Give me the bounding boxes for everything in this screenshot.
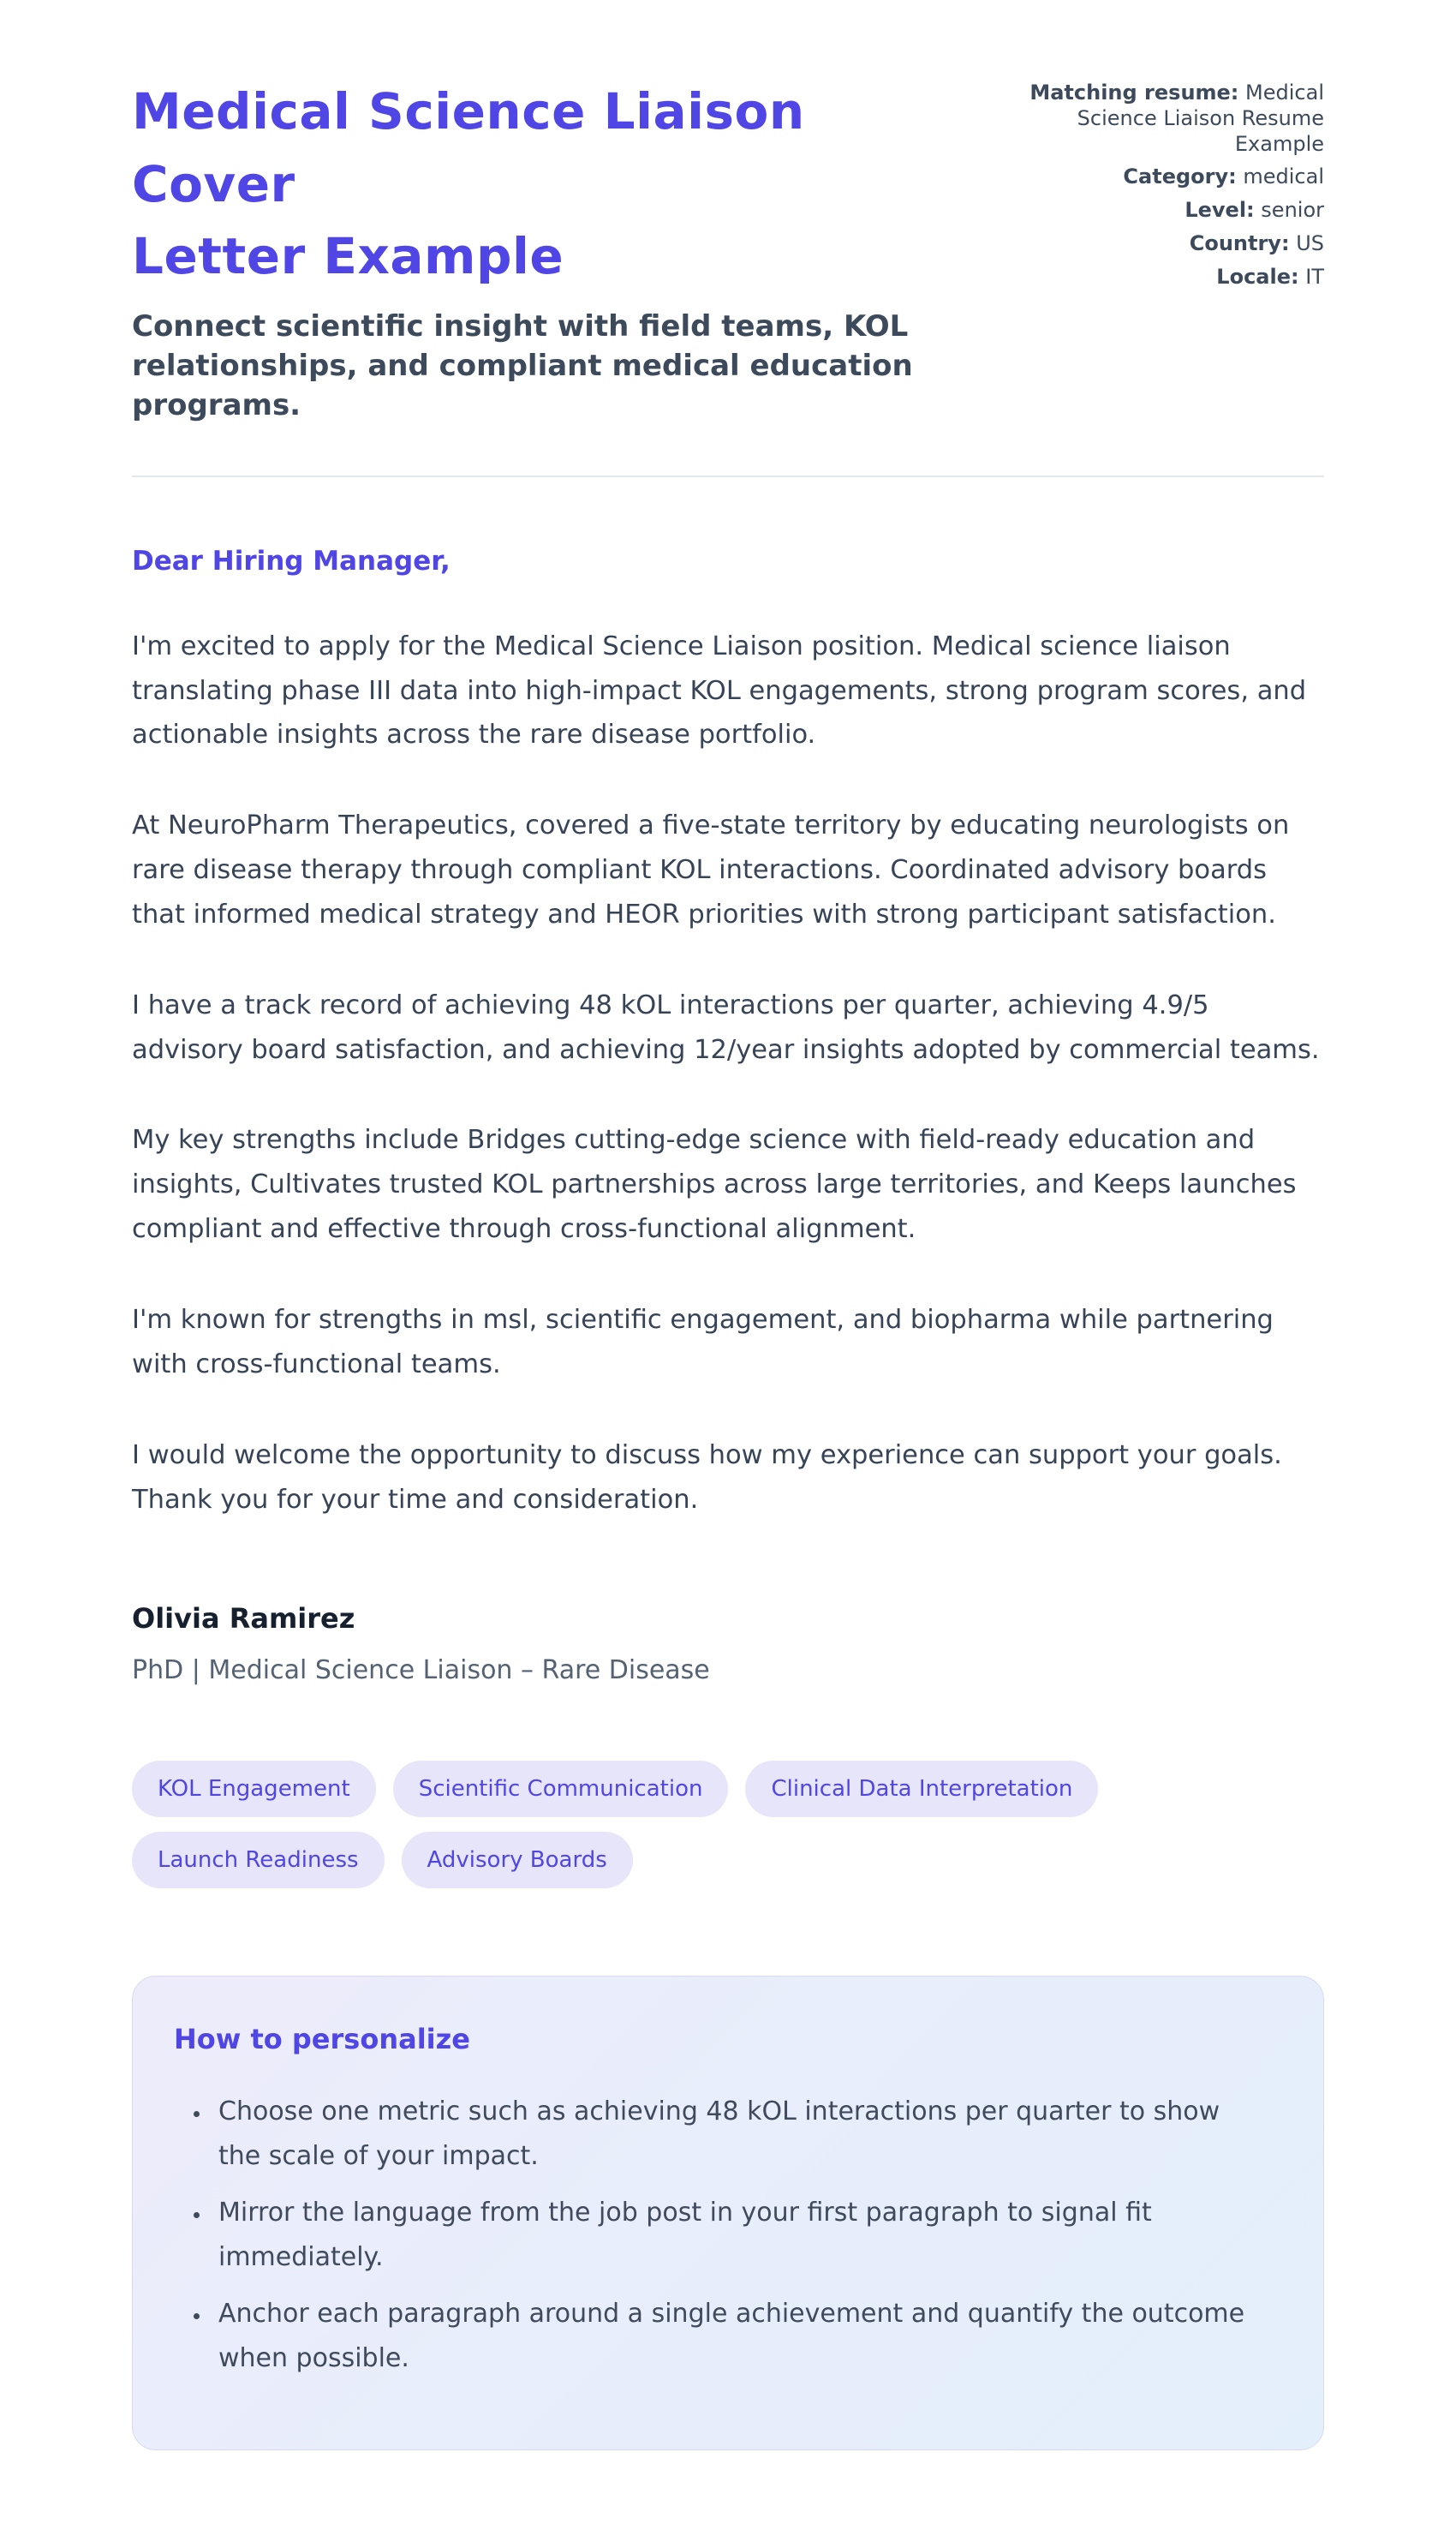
meta-country [1023,231,1324,257]
page-title-line: Medical Science Liaison Cover [132,82,805,213]
letter-paragraph: I'm excited to apply for the Medical Science Liaison position. Medical science liaison translating phase III data into high-impact KOL engagements, strong program scores, and actionable insights across the rare disease portfolio. [132,631,1307,751]
personalize-box [132,1976,1324,2449]
tag-pill-scientific-communication[interactable]: Scientific Communication [393,1761,729,1817]
page-header [132,75,1324,426]
letter-paragraph: My key strengths include Bridges cutting-edge science with field-ready education and insights, Cultivates trusted KOL partnerships across large territories, and Keeps launches compliant and effective through cross-functional alignment. [132,1125,1297,1245]
personalize-title: How to personalize [174,2023,470,2056]
closing-line: Thank you for your time and consideration. [132,1484,699,1515]
meta-label: Matching resume: [1029,81,1239,105]
meta-label: Locale: [1216,264,1299,289]
meta-value: Medical Science Liaison Resume Example [1077,81,1324,156]
letter-body [132,546,1324,1686]
meta-label: Category: [1123,164,1237,189]
page-title [132,75,971,293]
meta-label: Level: [1184,198,1255,222]
page-subtitle: Connect scientific insight with field teams, KOL relationships, and compliant medical education programs. [132,309,913,423]
meta-value: IT [1305,264,1324,289]
letter-paragraph: I'm known for strengths in msl, scientific engagement, and biopharma while partnering with cross-functional teams. [132,1305,1274,1379]
meta-locale [1023,265,1324,290]
signature-title: PhD | Medical Science Liaison – Rare Disease [132,1655,710,1686]
letter-greeting: Dear Hiring Manager, [132,545,451,577]
tag-pill-clinical-data-interpretation[interactable]: Clinical Data Interpretation [745,1761,1098,1817]
page-title-line: Letter Example [132,227,564,286]
closing-line: I would welcome the opportunity to discuss how my experience can support your goals. [132,1439,1282,1470]
signature-name: Olivia Ramirez [132,1602,355,1636]
meta-level [1023,198,1324,224]
personalize-bullet: • Mirror the language from the job post in your first paragraph to signal fit immediately. [212,2191,1246,2280]
meta-value: senior [1261,198,1324,222]
skill-tags [132,1761,1202,1888]
personalize-bullet: • Choose one metric such as achieving 48 kOL interactions per quarter to show the scale of your impact. [212,2090,1246,2179]
personalize-bullet: • Anchor each paragraph around a single achievement and quantify the outcome when possible. [212,2292,1246,2381]
tag-pill-advisory-boards[interactable]: Advisory Boards [402,1832,633,1888]
letter-paragraph: At NeuroPharm Therapeutics, covered a five-state territory by educating neurologists on rare disease therapy through compliant KOL interactions. Coordinated advisory boards that informed medical strategy and HEOR priorities with strong participant satisfaction. [132,810,1290,930]
cover-letter-page [132,0,1324,2536]
meta-matching-resume [1023,81,1324,157]
header-divider [132,476,1324,477]
letter-closing-paragraph [132,1433,1324,1522]
header-title-block [132,75,971,426]
meta-value: US [1296,230,1324,255]
tag-pill-kol-engagement[interactable]: KOL Engagement [132,1761,376,1817]
letter-paragraph: I have a track record of achieving 48 kOL interactions per quarter, achieving 4.9/5 advisory board satisfaction, and achieving 12/year insights adopted by commercial teams. [132,990,1320,1065]
meta-label: Country: [1189,230,1290,255]
tag-pill-launch-readiness[interactable]: Launch Readiness [132,1832,385,1888]
meta-panel [1023,75,1324,297]
meta-category [1023,164,1324,190]
meta-value: medical [1243,164,1324,189]
